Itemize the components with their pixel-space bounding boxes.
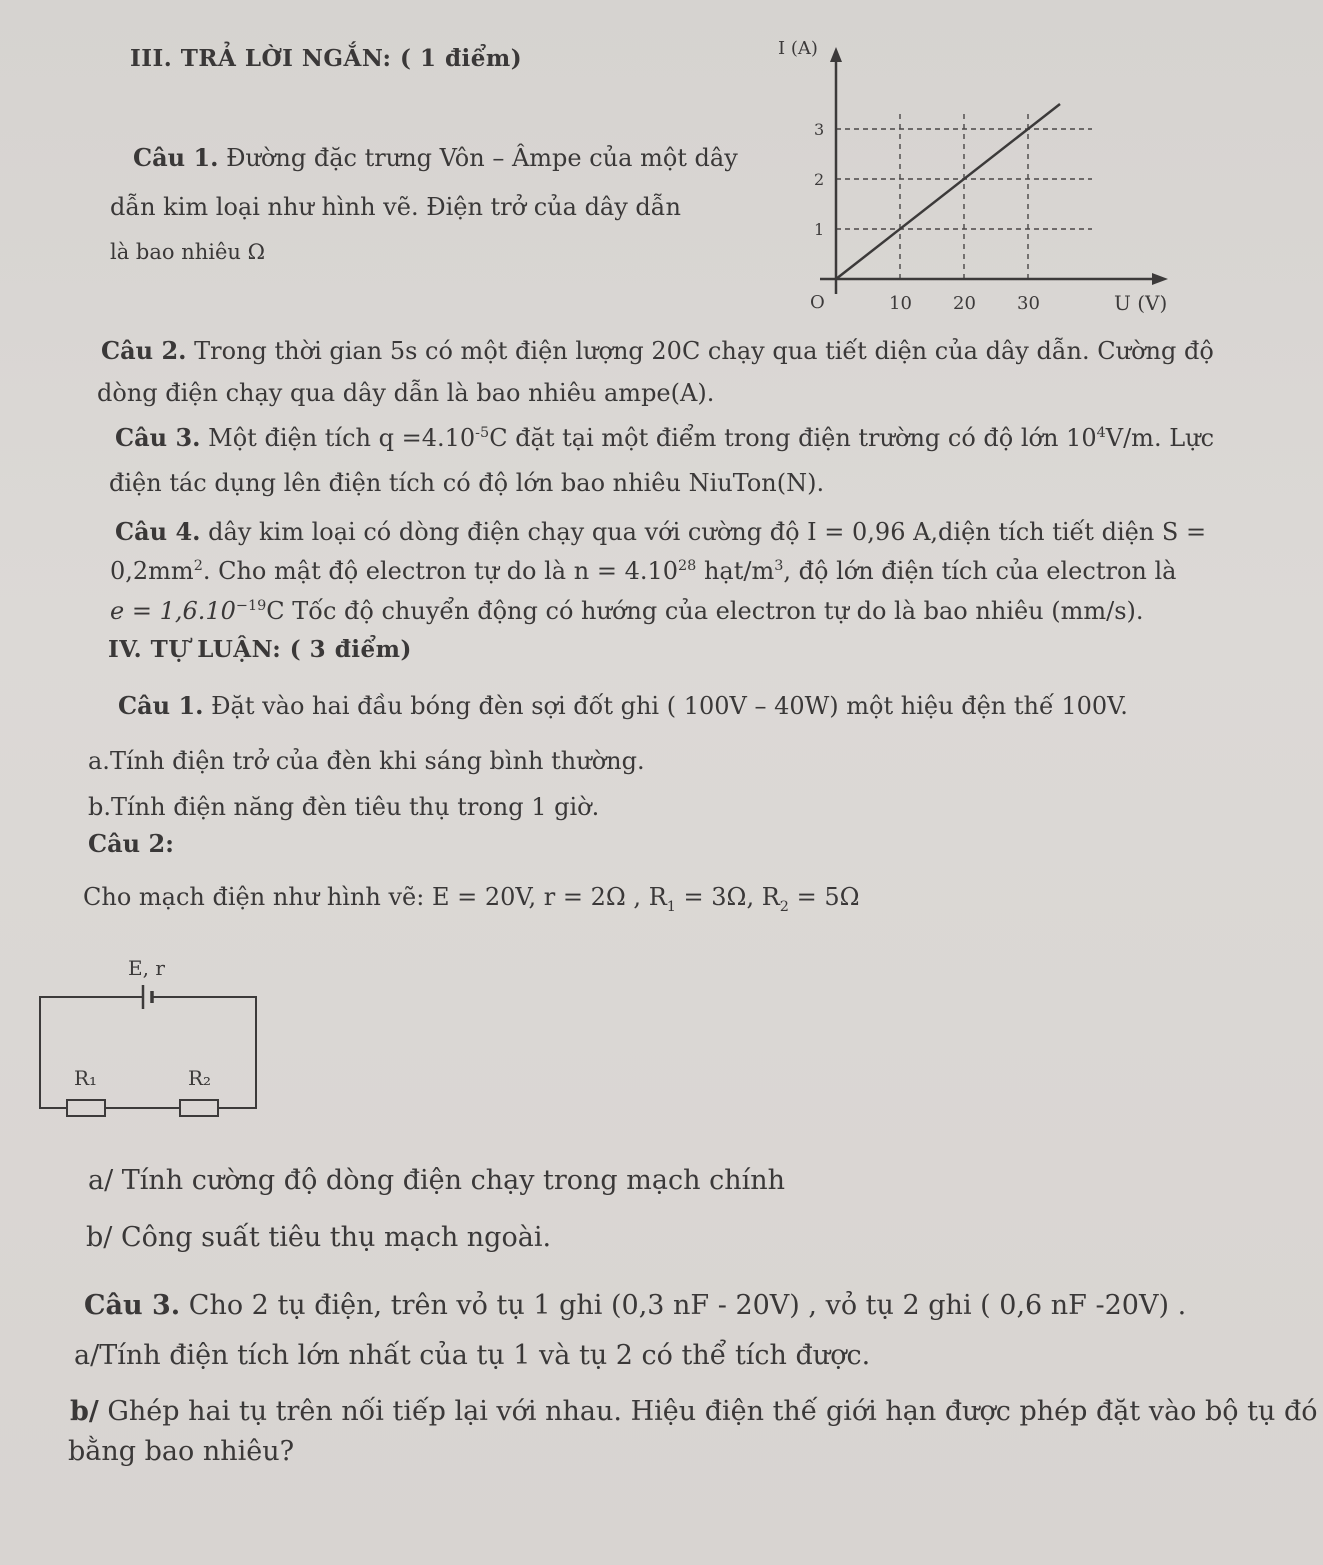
s4-q3-label: Câu 3. [84, 1290, 181, 1321]
s3-q3-line2: điện tác dụng lên điện tích có độ lớn bao nhiêu NiuTon(N). [109, 469, 825, 497]
s3-q4-line3 [110, 598, 1144, 626]
s3-q4-line1 [115, 518, 1206, 547]
s4-q1-text: Đặt vào hai đầu bóng đèn sợi đốt ghi ( 100V – 40W) một hiệu đện thế 100V. [211, 692, 1128, 720]
s3-q1-text1: Đường đặc trưng Vôn – Âmpe của một dây [226, 144, 738, 172]
s3-q4-text1: dây kim loại có dòng điện chạy qua với cường độ I = 0,96 A,diện tích tiết diện S = [208, 518, 1207, 546]
chart-guides [836, 109, 1092, 279]
s4-q3-line1 [84, 1290, 1186, 1321]
resistor-r1 [67, 1100, 105, 1116]
s3-q3-exp-b: 4 [1096, 425, 1106, 441]
s3-q1-line1 [133, 144, 738, 173]
origin-label: O [810, 292, 825, 313]
s4-q2-label: Câu 2: [88, 829, 175, 858]
r1-label: R₁ [74, 1066, 98, 1090]
circuit-wire-top [40, 997, 143, 1108]
s3-q4-l3-a: e = 1,6.10 [110, 597, 236, 625]
s3-q4-l2-a: 0,2mm [110, 557, 194, 585]
s3-q4-l2-b: . Cho mật độ electron tự do là n = 4.10 [202, 557, 679, 585]
s3-q4-label: Câu 4. [115, 517, 201, 546]
s3-q4-l2-c: hạt/m [696, 557, 775, 585]
x-axis-arrow [1152, 273, 1168, 285]
s4-q2-sub1: 1 [666, 898, 676, 915]
x-tick-20: 20 [953, 293, 976, 314]
s3-q4-line2 [110, 558, 1176, 586]
series-line [836, 104, 1060, 279]
s3-q2-label: Câu 2. [101, 336, 187, 365]
iu-chart [778, 36, 1180, 326]
x-axis-label: U (V) [1114, 291, 1168, 315]
s4-q2-b: b/ Công suất tiêu thụ mạch ngoài. [86, 1222, 552, 1253]
s3-q2-line2: dòng điện chạy qua dây dẫn là bao nhiêu ampe(A). [97, 379, 715, 407]
section-4-heading: IV. TỰ LUẬN: ( 3 điểm) [108, 636, 412, 663]
source-label: E, r [128, 956, 165, 980]
s3-q1-line2: dẫn kim loại như hình vẽ. Điện trở của dây dẫn [110, 193, 681, 221]
s4-q3-b-label: b/ [70, 1396, 99, 1427]
s4-q2-intro [83, 884, 860, 915]
s4-q3-b-line2: bằng bao nhiêu? [68, 1436, 295, 1467]
s3-q2-text1: Trong thời gian 5s có một điện lượng 20C chạy qua tiết diện của dây dẫn. Cường độ [194, 337, 1214, 365]
s4-q2-intro-a: Cho mạch điện như hình vẽ: E = 20V, r = 2Ω , R [83, 883, 667, 911]
s4-q2-a-text: a/ Tính cường độ dòng điện chạy trong mạch chính [88, 1165, 786, 1196]
section-3-heading: III. TRẢ LỜI NGẮN: ( 1 điểm) [130, 45, 523, 72]
s3-q2-line1 [101, 337, 1214, 366]
s4-q3-b-line1 [70, 1396, 1317, 1427]
s4-q3-b-text1: Ghép hai tụ trên nối tiếp lại với nhau. Hiệu điện thế giới hạn được phép đặt vào bộ tụ đó [98, 1396, 1318, 1427]
circuit-diagram [30, 945, 270, 1130]
s3-q1-label: Câu 1. [133, 143, 219, 172]
s4-q2-intro-b: = 3Ω, R [675, 883, 780, 911]
s4-q1-label: Câu 1. [118, 691, 204, 720]
chart-ticks [814, 120, 1040, 314]
y-tick-2: 2 [814, 170, 825, 189]
y-axis-label: I (A) [778, 38, 818, 59]
s3-q4-l2-exp1: 2 [193, 558, 203, 574]
s3-q4-l3-exp: −19 [235, 598, 267, 614]
x-tick-30: 30 [1017, 293, 1040, 314]
r2-label: R₂ [188, 1066, 212, 1090]
s4-q3-a: a/Tính điện tích lớn nhất của tụ 1 và tụ 2 có thể tích được. [74, 1340, 871, 1371]
x-tick-10: 10 [889, 293, 912, 314]
resistor-r2 [180, 1100, 218, 1116]
circuit-wire-right [158, 997, 256, 1108]
s4-q1-b: b.Tính điện năng đèn tiêu thụ trong 1 giờ. [88, 793, 600, 821]
s3-q4-l2-exp2: 28 [678, 558, 697, 574]
s3-q1-line3: là bao nhiêu Ω [110, 240, 265, 264]
s4-q2-intro-c: = 5Ω [788, 883, 860, 911]
y-tick-1: 1 [814, 220, 825, 239]
y-axis-arrow [830, 47, 842, 62]
s3-q3-text-b: C đặt tại một điểm trong điện trường có độ lớn 10 [489, 424, 1097, 452]
s3-q3-line1 [115, 424, 1214, 453]
s4-q3-text1: Cho 2 tụ điện, trên vỏ tụ 1 ghi (0,3 nF - 20V) , vỏ tụ 2 ghi ( 0,6 nF -20V) . [188, 1290, 1187, 1321]
s4-q2-sub2: 2 [779, 898, 789, 915]
s4-q1-a: a.Tính điện trở của đèn khi sáng bình thường. [88, 747, 645, 775]
s3-q3-exp-a: -5 [475, 425, 490, 441]
s4-q2-a [88, 1165, 785, 1196]
s3-q3-text-a: Một điện tích q =4.10 [208, 424, 476, 452]
y-tick-3: 3 [814, 120, 825, 139]
s3-q4-l2-exp3: 3 [774, 558, 784, 574]
s3-q4-l2-d: , độ lớn điện tích của electron là [783, 557, 1177, 585]
s3-q3-label: Câu 3. [115, 423, 201, 452]
s3-q3-text-c: V/m. Lực [1105, 424, 1215, 452]
s3-q4-l3-b: C Tốc độ chuyển động có hướng của electron tự do là bao nhiêu (mm/s). [266, 597, 1144, 625]
s4-q1-line [118, 692, 1128, 721]
